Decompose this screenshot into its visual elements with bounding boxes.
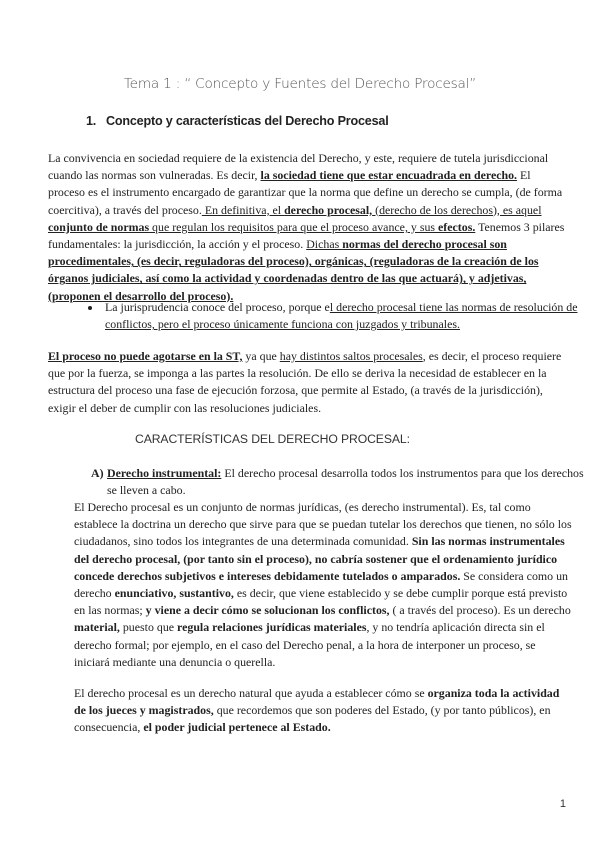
list-marker: A)	[91, 466, 104, 480]
page-number: 1	[559, 798, 566, 810]
text-run-bold: derecho procesal,	[284, 202, 373, 217]
text-run: ya que	[242, 349, 280, 363]
text-run-bold: material,	[74, 620, 120, 635]
text-run-bold: regula relaciones jurídicas materiales	[177, 620, 367, 635]
paragraph-intro	[48, 150, 570, 305]
text-run: ( a través del proceso). Es un derecho	[389, 603, 571, 618]
text-run: es decir, que viene establecido y se debe cumplir porque está previsto en las normas;	[74, 586, 568, 618]
text-run-bold: efectos.	[438, 219, 476, 234]
text-run-bold: la sociedad tiene que estar encuadrada en derecho.	[260, 168, 518, 183]
text-run-bold: normas del derecho procesal son procedimentales, (es decir, reguladoras del proceso), orgánicas, (reguladoras de la creación de los órganos judiciales, así como la actividad y coordenadas dentro de las que actuará), y adjetivas, (proponen el desarrollo del proceso).	[48, 237, 539, 303]
text-run: El derecho procesal desarrolla todos los instrumentos para que los derechos se lleven a cabo.	[107, 466, 584, 498]
text-run: La convivencia en sociedad requiere de la existencia del Derecho, y este, requiere de tutela jurisdiccional cuando las normas son vulneradas. Es decir,	[48, 151, 549, 183]
bullet-item	[88, 299, 587, 333]
section-title: Concepto y características del Derecho Procesal	[106, 114, 389, 128]
text-run: , y no tendría aplicación directa sin el derecho formal; por ejemplo, en el caso del Derecho penal, a la hora de interponer un proceso, se iniciará mediante una denuncia o querella.	[74, 620, 545, 669]
text-run: Se considera como un derecho	[74, 568, 568, 601]
text-run-bold: conjunto de normas	[48, 219, 150, 234]
text-run: que recordemos que son poderes del Estado, (y por tanto públicos), en consecuencia,	[74, 703, 551, 735]
text-run-bold: organiza toda la actividad de los jueces y magistrados,	[74, 686, 560, 718]
text-run-bold: y viene a decir cómo se solucionan los conflictos,	[145, 603, 390, 618]
text-run: , es decir, el proceso requiere que por la fuerza, se imponga a las partes la resolución. De ello se deriva la necesidad de establecer en la estructura del proceso una fase de ejecución forzosa, que permite al Estado, (a través de la jurisdicción), exigir el deber de cumplir con las resoluciones judiciales.	[48, 349, 562, 415]
text-run-bold: enunciativo, sustantivo,	[114, 586, 234, 601]
paragraph-judicial-power	[74, 685, 572, 737]
text-run-underline: l derecho procesal tiene las normas de resolución de conflictos, pero el proceso únicamente funciona con juzgados y tribunales.	[105, 300, 578, 332]
text-run: Tenemos 3 pilares fundamentales: la jurisdicción, la acción y el proceso.	[48, 219, 565, 252]
text-run-bold: el poder judicial pertenece al Estado.	[143, 720, 331, 735]
text-run: La jurisprudencia conoce del proceso, porque e	[105, 300, 330, 314]
paragraph-instrumental	[74, 499, 572, 671]
characteristics-heading: CARACTERÍSTICAS DEL DERECHO PROCESAL:	[135, 432, 410, 446]
text-run-underline: hay distintos saltos procesales	[279, 349, 423, 363]
text-run: El derecho procesal es un derecho natural que ayuda a establecer cómo se	[74, 686, 428, 700]
bullet-dot-icon	[88, 306, 92, 310]
document-title: Tema 1 : “ Concepto y Fuentes del Derecho Procesal”	[123, 76, 477, 92]
list-item-a	[91, 465, 587, 499]
text-run-underline: Dichas	[306, 237, 343, 252]
text-run-underline: que regulan los requisitos para que el proceso avance, y sus	[149, 219, 438, 234]
section-heading	[86, 114, 389, 128]
text-run: puesto que	[119, 620, 178, 635]
text-run-bold: El proceso no puede agotarse en la ST,	[48, 349, 243, 363]
text-run: El proceso es el instrumento encargado de garantizar que la norma que define un derecho se cumpla, (de forma coercitiva), a través del proceso.	[48, 168, 563, 217]
text-run: El Derecho procesal es un conjunto de normas jurídicas, (es derecho instrumental). Es, tal como establece la doctrina un derecho que sirve para que se puedan tutelar los derechos que tienen, no sólo los ciudadanos, sino todos los integrantes de una determinada comunidad.	[74, 500, 572, 549]
section-number: 1.	[86, 114, 97, 128]
text-run-bold: Sin las normas instrumentales del derecho procesal, (por tanto sin el proceso), no cabría sostener que el ordenamiento jurídico concede derechos subjetivos e intereses debidamente tutelados o amparados.	[74, 534, 565, 583]
text-run-underline: En definitiva, el	[201, 202, 285, 217]
paragraph-execution	[48, 348, 570, 417]
text-run-underline: (derecho de los derechos), es aquel	[372, 202, 542, 217]
text-run-bold: Derecho instrumental:	[107, 466, 222, 480]
